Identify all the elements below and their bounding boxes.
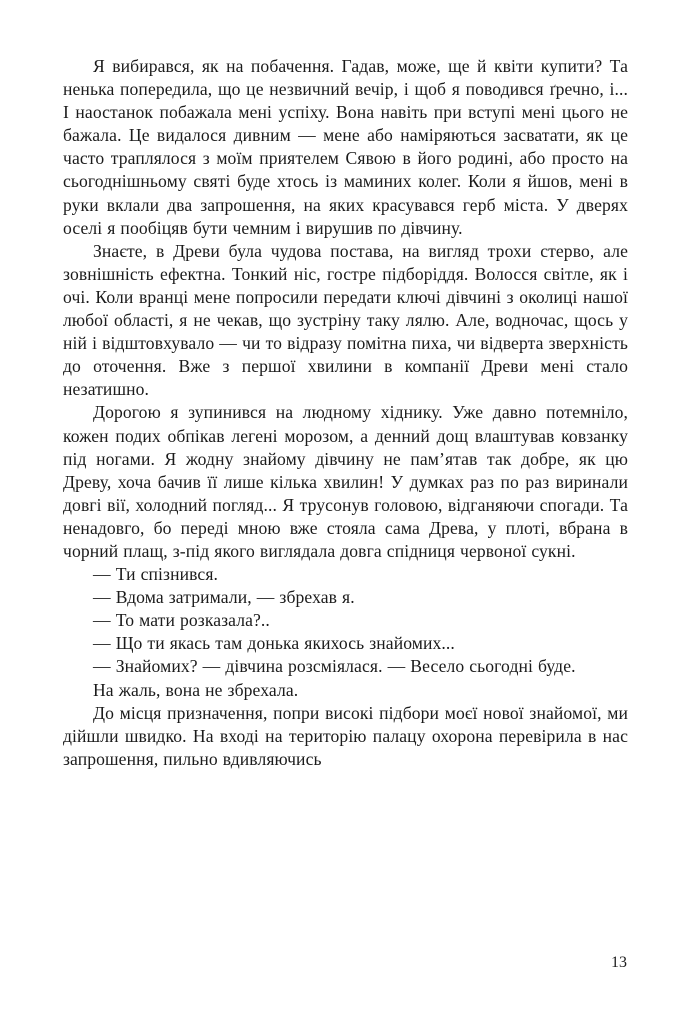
paragraph: До місця призначення, попри високі підбори моєї нової знайомої, ми дійшли швидко. На вході на територію палацу охорона перевірила в нас запрошення, пильно вдивляючись bbox=[63, 702, 628, 769]
dialogue-line: — Вдома затримали, — збрехав я. bbox=[93, 587, 355, 608]
paragraph: Дорогою я зупинився на людному хіднику. Уже давно потемніло, кожен подих обпікав легені морозом, а денний дощ влаштував ковзанку під ногами. Я жодну знайому дівчину не пам’ятав так добре, як цю Древу, хоча бачив її лише кілька хвилин! У думках раз по раз виринали довгі вії, холодний погляд... Я трусонув головою, відганяючи спогади. Та ненадовго, бо переді мною вже стояла сама Древа, у плоті, вбрана в чорний плащ, з-під якого виглядала довга спідниця червоної сукні. bbox=[63, 402, 628, 561]
text-block bbox=[63, 55, 628, 771]
dialogue-line: — Ти спізнився. bbox=[93, 564, 219, 585]
paragraph: Я вибирався, як на побачення. Гадав, може, ще й квіти купити? Та ненька попередила, що це незвичний вечір, і щоб я поводився ґречно, і... І наостанок побажала мені успіху. Вона навіть при вступі мені цього не бажала. Це видалося дивним — мене або наміряються засватати, як це часто траплялося з моїм приятелем Сявою в його родині, або просто на сьогоднішньому святі буде хтось із маминих колег. Коли я йшов, мені в руки вклали два запрошення, на яких красувався герб міста. У дверях оселі я пообіцяв бути чемним і вирушив по дівчину. bbox=[63, 56, 628, 238]
dialogue-line: — Що ти якась там донька якихось знайомих... bbox=[93, 633, 455, 654]
dialogue-line: — Знайомих? — дівчина розсміялася. — Весело сьогодні буде. bbox=[93, 656, 576, 677]
dialogue-line: — То мати розказала?.. bbox=[93, 610, 270, 631]
paragraph: На жаль, вона не збрехала. bbox=[93, 679, 299, 700]
paragraph: Знаєте, в Древи була чудова постава, на вигляд трохи стерво, але зовнішність ефектна. Тонкий ніс, гостре підборіддя. Волосся світле, як і очі. Коли вранці мене попросили передати ключі дівчині з околиці нашої любої області, я не чекав, що зустріну таку лялю. Але, водночас, щось у ній і відштовхувало — чи то відразу помітна пиха, чи відверта зверхність до оточення. Вже з першої хвилини в компанії Древи мені стало незатишно. bbox=[63, 240, 628, 400]
page-number: 13 bbox=[611, 954, 627, 971]
